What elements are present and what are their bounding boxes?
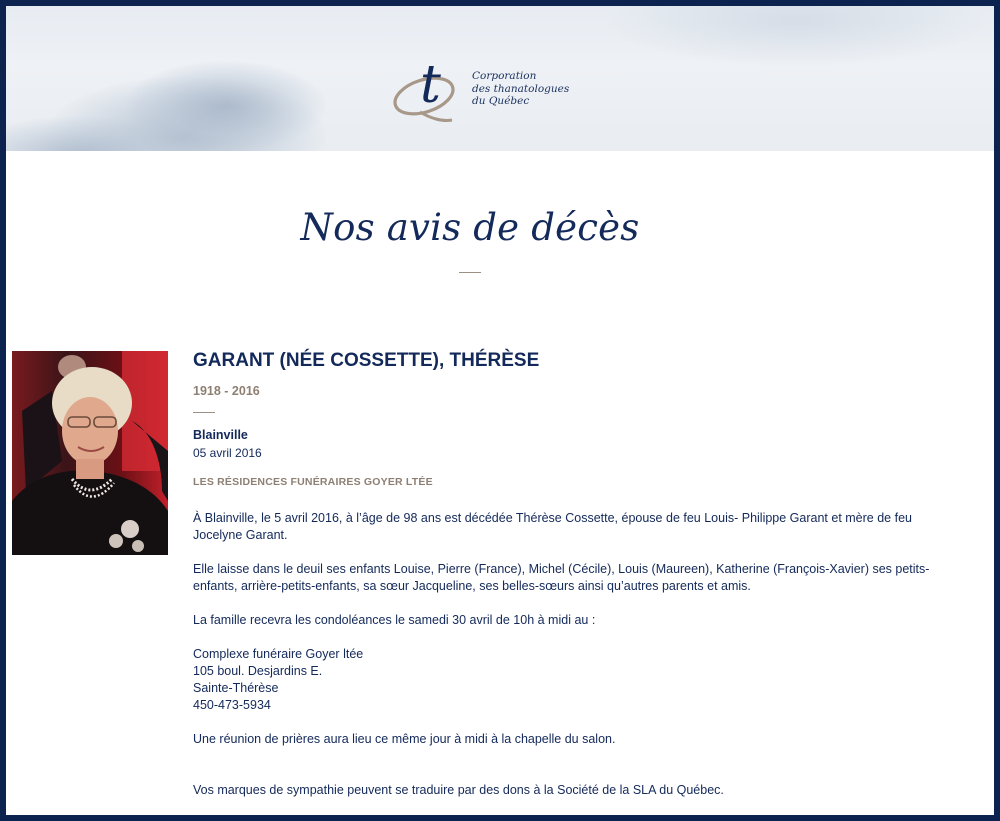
prayer-notice: Une réunion de prières aura lieu ce même jour à midi à la chapelle du salon.: [193, 732, 616, 746]
obituary-paragraph: À Blainville, le 5 avril 2016, à l’âge de 98 ans est décédée Thérèse Cossette, épouse de feu Louis- Philippe Garant et mère de feu Jocelyne Garant.: [193, 511, 912, 542]
portrait-image: [12, 351, 168, 555]
phone-number: 450-473-5934: [193, 698, 271, 712]
address-line: Sainte-Thérèse: [193, 681, 279, 695]
obituary-text: [193, 510, 953, 799]
logo-line-2: des thanatologues: [472, 82, 570, 95]
logo-wordmark: [472, 70, 569, 108]
donation-notice: Vos marques de sympathie peuvent se traduire par des dons à la Société de la SLA du Québec.: [193, 783, 724, 797]
life-years: 1918 - 2016: [193, 384, 260, 398]
logo-line-3: du Québec: [472, 95, 530, 107]
address-line: 105 boul. Desjardins E.: [193, 664, 323, 678]
funeral-home-name[interactable]: LES RÉSIDENCES FUNÉRAIRES GOYER LTÉE: [193, 476, 433, 488]
logo-monogram-icon: [390, 52, 460, 126]
page: [6, 6, 994, 815]
page-title: Nos avis de décès: [300, 206, 640, 249]
logo-line-1: Corporation: [472, 70, 537, 82]
city: Blainville: [193, 428, 248, 442]
site-logo[interactable]: [390, 52, 570, 126]
deceased-name: GARANT (NÉE COSSETTE), THÉRÈSE: [193, 350, 540, 371]
address-line: Complexe funéraire Goyer ltée: [193, 647, 364, 661]
deceased-photo: [12, 351, 168, 555]
publish-date: 05 avril 2016: [193, 446, 262, 460]
obituary-paragraph: Elle laisse dans le deuil ses enfants Louise, Pierre (France), Michel (Cécile), Louis (Maureen), Katherine (François-Xavier) ses petits-enfants, arrière-petits-enfants, sa sœur Jacqueline, ses belles-sœurs ainsi qu’autres parents et amis.: [193, 562, 930, 593]
header-banner: [6, 6, 994, 151]
logo-letter: t: [420, 55, 441, 115]
obituary-content: [193, 346, 953, 799]
title-divider: [459, 272, 481, 273]
name-divider: [193, 412, 215, 413]
obituary-paragraph: La famille recevra les condoléances le samedi 30 avril de 10h à midi au :: [193, 613, 596, 627]
